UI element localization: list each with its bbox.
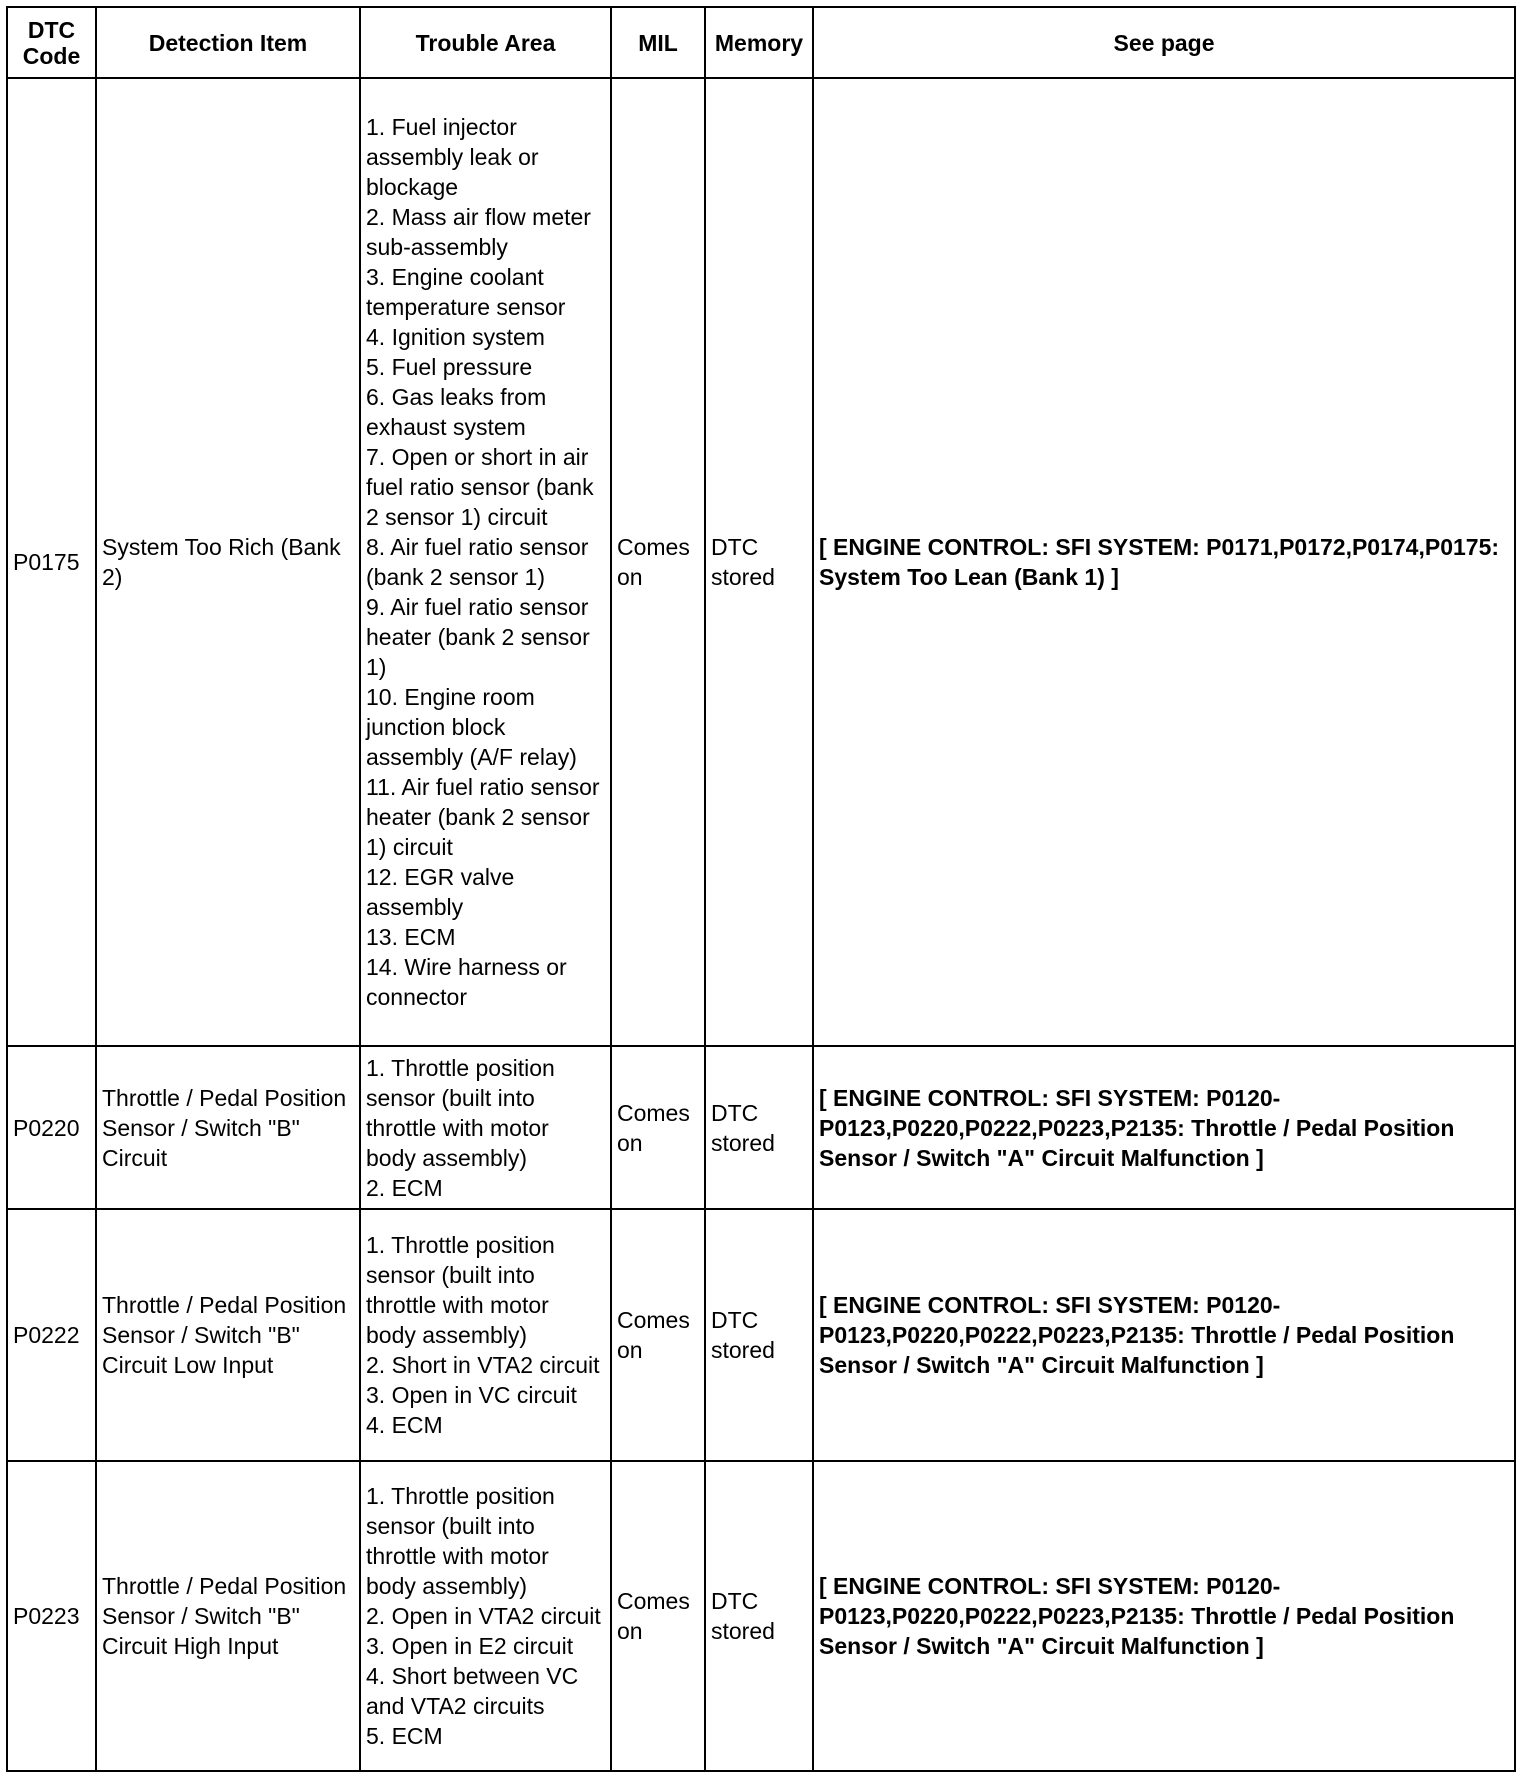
see-page-link[interactable]: [ ENGINE CONTROL: SFI SYSTEM: P0120-P0123,P0220,P0222,P0223,P2135: Throttle / Pedal Position Sensor / Switch "A" Circuit Malfunction ]: [813, 1461, 1515, 1771]
mil-cell: Comes on: [611, 1046, 705, 1209]
see-page-link[interactable]: [ ENGINE CONTROL: SFI SYSTEM: P0120-P0123,P0220,P0222,P0223,P2135: Throttle / Pedal Position Sensor / Switch "A" Circuit Malfunction ]: [813, 1046, 1515, 1209]
trouble-area-cell: [360, 1209, 611, 1461]
table-row: [7, 1209, 1515, 1461]
trouble-area-line: 5. Fuel pressure: [366, 354, 533, 380]
detection-item-cell: Throttle / Pedal Position Sensor / Switch "B" Circuit High Input: [96, 1461, 360, 1771]
dtc-code-cell: P0220: [7, 1046, 96, 1209]
memory-cell: DTC stored: [705, 1046, 813, 1209]
trouble-area-line: 12. EGR valve assembly: [366, 864, 515, 920]
trouble-area-line: 3. Open in E2 circuit: [366, 1633, 574, 1659]
memory-cell: DTC stored: [705, 1461, 813, 1771]
detection-item-cell: System Too Rich (Bank 2): [96, 78, 360, 1046]
header-dtc-code: DTC Code: [7, 7, 96, 78]
table-row: [7, 1461, 1515, 1771]
trouble-area-line: 1. Fuel injector assembly leak or blockage: [366, 114, 539, 200]
header-detection-item: Detection Item: [96, 7, 360, 78]
header-row: [7, 7, 1515, 78]
table-row: [7, 78, 1515, 1046]
header-see-page: See page: [813, 7, 1515, 78]
trouble-area-line: 3. Engine coolant temperature sensor: [366, 264, 566, 320]
trouble-area-cell: [360, 1046, 611, 1209]
table-row: [7, 1046, 1515, 1209]
trouble-area-line: 2. Mass air flow meter sub-assembly: [366, 204, 591, 260]
trouble-area-line: 13. ECM: [366, 924, 456, 950]
dtc-code-cell: P0223: [7, 1461, 96, 1771]
dtc-code-cell: P0175: [7, 78, 96, 1046]
trouble-area-line: 5. ECM: [366, 1723, 443, 1749]
memory-cell: DTC stored: [705, 78, 813, 1046]
trouble-area-line: 2. Short in VTA2 circuit: [366, 1352, 600, 1378]
trouble-area-line: 1. Throttle position sensor (built into throttle with motor body assembly): [366, 1483, 555, 1599]
trouble-area-line: 7. Open or short in air fuel ratio sensor (bank 2 sensor 1) circuit: [366, 444, 594, 530]
trouble-area-line: 2. ECM: [366, 1174, 443, 1201]
dtc-table-wrapper: [6, 6, 1514, 1772]
detection-item-cell: Throttle / Pedal Position Sensor / Switch "B" Circuit Low Input: [96, 1209, 360, 1461]
trouble-area-cell: [360, 1461, 611, 1771]
detection-item-cell: Throttle / Pedal Position Sensor / Switch "B" Circuit: [96, 1046, 360, 1209]
trouble-area-line: 8. Air fuel ratio sensor (bank 2 sensor 1): [366, 534, 589, 590]
header-trouble-area: Trouble Area: [360, 7, 611, 78]
mil-cell: Comes on: [611, 1461, 705, 1771]
trouble-area-line: 4. Short between VC and VTA2 circuits: [366, 1663, 579, 1719]
mil-cell: Comes on: [611, 1209, 705, 1461]
dtc-table: [6, 6, 1516, 1772]
trouble-area-line: 1. Throttle position sensor (built into throttle with motor body assembly): [366, 1054, 555, 1171]
trouble-area-line: 9. Air fuel ratio sensor heater (bank 2 sensor 1): [366, 594, 590, 680]
trouble-area-cell: [360, 78, 611, 1046]
mil-cell: Comes on: [611, 78, 705, 1046]
trouble-area-line: 14. Wire harness or connector: [366, 954, 567, 1010]
trouble-area-line: 4. ECM: [366, 1412, 443, 1438]
memory-cell: DTC stored: [705, 1209, 813, 1461]
trouble-area-line: 1. Throttle position sensor (built into throttle with motor body assembly): [366, 1232, 555, 1348]
trouble-area-line: 4. Ignition system: [366, 324, 545, 350]
trouble-area-line: 2. Open in VTA2 circuit: [366, 1603, 601, 1629]
trouble-area-line: 6. Gas leaks from exhaust system: [366, 384, 547, 440]
trouble-area-line: 10. Engine room junction block assembly (A/F relay): [366, 684, 577, 770]
see-page-link[interactable]: [ ENGINE CONTROL: SFI SYSTEM: P0120-P0123,P0220,P0222,P0223,P2135: Throttle / Pedal Position Sensor / Switch "A" Circuit Malfunction ]: [813, 1209, 1515, 1461]
see-page-link[interactable]: [ ENGINE CONTROL: SFI SYSTEM: P0171,P0172,P0174,P0175: System Too Lean (Bank 1) ]: [813, 78, 1515, 1046]
dtc-code-cell: P0222: [7, 1209, 96, 1461]
header-memory: Memory: [705, 7, 813, 78]
trouble-area-line: 3. Open in VC circuit: [366, 1382, 577, 1408]
header-mil: MIL: [611, 7, 705, 78]
trouble-area-line: 11. Air fuel ratio sensor heater (bank 2 sensor 1) circuit: [366, 774, 600, 860]
